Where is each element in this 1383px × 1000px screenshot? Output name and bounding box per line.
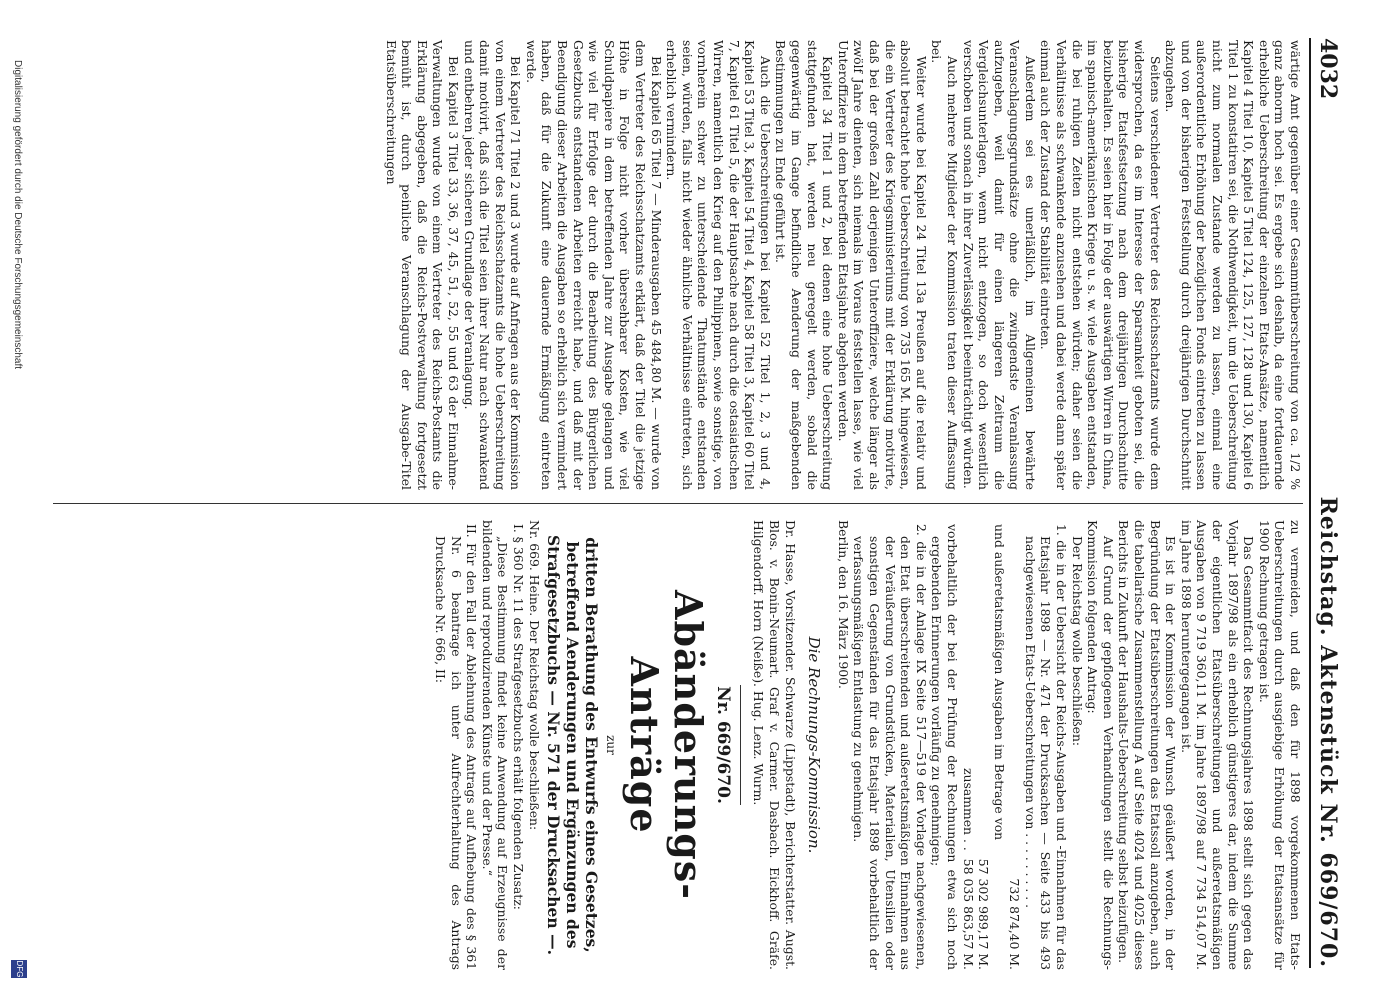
motion-item: I. § 360 Nr. 11 des Strafgesetzbuchs erhält folgenden Zusatz: — [511, 524, 527, 910]
paragraph: Kapitel 34 Titel 1 und 2, bei denen eine hohe Ueberschreitung stattgefunden hat, werden neu geregelt werden, sobald die gegenwärtig im Gange befindliche Aenderung der maßgebenden Bestimmungen zu Ende geführt ist. — [773, 40, 836, 490]
resolution-item: vorbehaltlich der bei der Prüfung der Rechnungen etwa sich noch ergebenden Erinnerungen vorläufig zu genehmigen; — [929, 524, 960, 970]
amount-row — [1007, 520, 1023, 970]
paragraph: Es ist in der Kommission der Wunsch geäußert worden, in der Begründung der Etatsüberschreitungen das Etatssoll anzugeben, auch die tabellarische Zusammenstellung A auf Seite 4024 und 4025 dieses Berichts in Zukunft der Haushalts-Ueberschreitung selbst beizufügen. — [1116, 520, 1179, 970]
digitization-credit: Digitalisierung gefördert durch die Deutsche Forschungsgemeinschaft — [12, 60, 23, 370]
paragraph: Bei Kapitel 65 Titel 7 — Minderausgaben 45 484,80 M. — wurde von dem Vertreter des Reichsschatzamts erklärt, daß der Titel die jetzige Höhe in Folge nicht vorher übersehbarer Kosten, wie viel Schuldpapiere in dem betreffenden Jahre zur Ausgabe gelangen und wie viel für Erfolge der durch die Bearbeitung des Bürgerlichen Gesetzbuchs entstandenen Arbeiten erreicht habe, und daß mit der Beendigung dieser Arbeiten die Ausgaben so erheblich sich vermindert haben, daß für die Zukunft eine dauernde Ermäßigung eintreten werde. — [523, 40, 664, 490]
sum-row — [960, 520, 976, 970]
paragraph: zu vermeiden, und daß den für 1898 vorgekommenen Etats-Ueberschreitungen durch ausgiebige Erhöhung der Etatsansätze für 1900 Rechnung getragen ist. — [1256, 520, 1303, 970]
left-column — [383, 40, 1303, 490]
paragraph: Bei Kapitel 3 Titel 33, 36, 37, 45, 51, 52, 55 und 63 der Einnahme-Verwaltungen wurde von einem Vertreter des Reichs-Postamts die Erklärung abgegeben, daß die Reichs-Postverwaltung fortgesetzt bemüht ist, durch peinliche Veranschlagung der Ausgabe-Titel Etatsüberschreitungen — [383, 40, 461, 490]
resolution-item: 2. die in der Anlage IX Seite 517—519 der Vorlage nachgewiesenen, den Etat überschreitenden und außeretatsmäßigen Einnahmen aus der Veräußerung von Grundstücken, Materialien, Utensilien oder sonstigen Gegenständen für das Etatsjahr 1898 vorbehaltlich der verfassungsmäßigen Entlastung zu genehmigen. — [851, 524, 929, 970]
amount-row — [976, 520, 992, 970]
paragraph: Weiter wurde bei Kapitel 24 Titel 13a Preußen auf die relativ und absolut betrachtet hohe Ueberschreitung von 735 165 M. hingewiesen, die ein Vertreter des Kriegsministeriums mit der Erklärung motivirte, daß bei der großen Zahl derjenigen Unteroffiziere, welche länger als zwölf Jahre dienten, sich niemals im Voraus feststellen lasse, wie viel Unteroffiziere in dem betreffenden Etatsjahre abgehen werden. — [835, 40, 929, 490]
page-number: 4032 — [1315, 38, 1341, 100]
sum-value: 58 035 863,57 M. — [960, 858, 976, 970]
column-divider — [53, 503, 1303, 504]
paragraph: Bei Kapitel 71 Titel 2 und 3 wurde auf Anfragen aus der Kommission von einem Vertreter des Reichsschatzamts die hohe Ueberschreitung damit motivirt, daß sich die Titel seien ihrer Natur nach schwankend und entbehren jeder sicheren Grundlage der Veranlagung. — [461, 40, 524, 490]
sum-label: zusammen . . — [960, 767, 976, 851]
motion-heading: Nr. 669. Heine. Der Reichstag wolle beschließen: — [526, 520, 542, 831]
section-subtitle: dritten Berathung des Entwurfs eines Gesetzes, betreffend Aenderungen und Ergänzungen des Strafgesetzbuchs — Nr. 571 der Drucksachen —. — [543, 535, 601, 955]
document-number: Nr. 669/670. — [712, 686, 733, 804]
paragraph: Auch die Ueberschreitungen bei Kapitel 52 Titel 1, 2, 3 und 4, Kapitel 53 Titel 3, Kapitel 54 Titel 4, Kapitel 58 Titel 3, Kapitel 60 Titel 7, Kapitel 61 Titel 5, die der Hauptsache nach durch die ostasiatischen Wirren, namentlich den Krieg auf den Philippinen, sowie sonstige, von vornherein schwer zu unterscheidende Thatumstände entstanden seien, würden, falls nicht wieder ähnliche Verhältnisse eintreten, sich erheblich vermindern. — [664, 40, 773, 490]
resolution-item: 1. die in der Uebersicht der Reichs-Ausgaben und -Einnahmen für das Etatsjahr 1898 — Nr. 471 der Drucksachen — Seite 433 bis 493 nachgewiesenen Etats-Ueberschreitungen von . . . . . . . . . . — [1022, 524, 1070, 970]
page-header — [1309, 38, 1345, 968]
paragraph: wärtige Amt gegenüber einer Gesammtüberschreitung von ca. 1/2 % ganz abnorm hoch sei. Es ergebe sich deshalb, da eine fortdauernde erhebliche Ueberschreitung der einzelnen Etats-Ansätze, namentlich Kapitel 4 Titel 10, Kapitel 5 Titel 124, 125, 127, 128 und 130, Kapitel 6 Titel 1 zu konstatiren sei, die Nothwendigkeit, um die Ueberschreitung nicht zum normalen Zustande werden zu lassen, einmal eine außerordentliche Erhöhung der bezüglichen Fonds eintreten zu lassen und von der bisherigen Feststellung durch dreijährigen Durchschnitt abzugehen. — [1163, 40, 1303, 490]
paragraph: Auf Grund der gepflogenen Verhandlungen stellt die Rechnungs-Kommission folgenden Antrag: — [1085, 520, 1116, 970]
running-title: Reichstag. Aktenstück Nr. 669/670. — [1315, 496, 1341, 968]
section-divider — [740, 685, 741, 805]
title-connector: zur — [604, 735, 619, 755]
commission-members: Dr. Hasse, Vorsitzender. Schwarze (Lippstadt), Berichterstatter. Augst. Blos. v. Bonin-Neumart. Graf v. Carmer. Dasbach. Eickhoff. Gräfe. Hilgendorff. Horn (Neiße). Hug. Lenz. Wurm. — [751, 520, 798, 970]
paragraph: Seitens verschiedener Vertreter des Reichsschatzamts wurde dem widersprochen, da es im Interesse der Sparsamkeit geboten sei, die bisherige Etatsfestsetzung nach dem dreijährigen Durchschnitte beizubehalten. Es seien hier in Folge der auswärtigen Wirren in China, im spanisch-amerikanischen Kriege u. s. w. viele Ausgaben entstanden, die bei ruhigen Zeiten nicht entstehen würden; daher seien die Verhältnisse als schwankende anzusehen und dabei werde dann später einmal auch der Zustand der Stabilität eintreten. — [1038, 40, 1163, 490]
right-column — [432, 520, 1303, 970]
motion-quote: „Diese Bestimmung findet keine Anwendung auf Erzeugnisse der bildenden und reproduzirenden Künste und der Presse.“ — [479, 520, 511, 970]
paragraph: Der Reichstag wolle beschließen: — [1069, 536, 1085, 747]
dfg-logo: DFG — [11, 960, 27, 978]
amount-value: 57 302 989,17 M. — [976, 858, 992, 970]
section-title: Abänderungs-Anträge — [622, 589, 712, 901]
commission-heading: Die Rechnungs-Kommission. — [805, 636, 824, 854]
paragraph: Außerdem sei es unerläßlich, im Allgemeinen bewährte Veranschlagungsgrundsätze ohne die zwingendste Veranlassung aufzugeben, weil damit für einen längeren Zeitraum die Vergleichsunterlagen, wenn nicht entzogen, so doch wesentlich verschoben und sonach in ihrer Zuverlässigkeit beeinträchtigt würden. — [960, 40, 1038, 490]
resolution-item: und außeretatsmäßigen Ausgaben im Betrage von — [991, 524, 1007, 841]
paragraph: Auch mehrere Mitglieder der Kommission traten dieser Auffassung bei. — [929, 40, 960, 490]
place-date: Berlin, den 16. März 1900. — [835, 520, 851, 689]
paragraph: Das Gesammtfacit des Rechnungsjahres 1898 stellt sich gegen das Vorjahr 1897/98 als ein erheblich günstigeres dar, indem die Summe der eigentlichen Etatsüberschreitungen und außeretatsmäßigen Ausgaben von 9 719 360,11 M. im Jahre 1897/98 auf 7 734 514,07 M. im Jahre 1898 heruntergegangen ist. — [1178, 520, 1257, 970]
amount-value: 732 874,40 M. — [1007, 878, 1023, 970]
motion-item: II. Für den Fall der Ablehnung des Antrags auf Aufhebung des § 361 Nr. 6 beantrage ich unter Aufrechterhaltung des Antrags Drucksache Nr. 666, II: — [433, 524, 480, 970]
